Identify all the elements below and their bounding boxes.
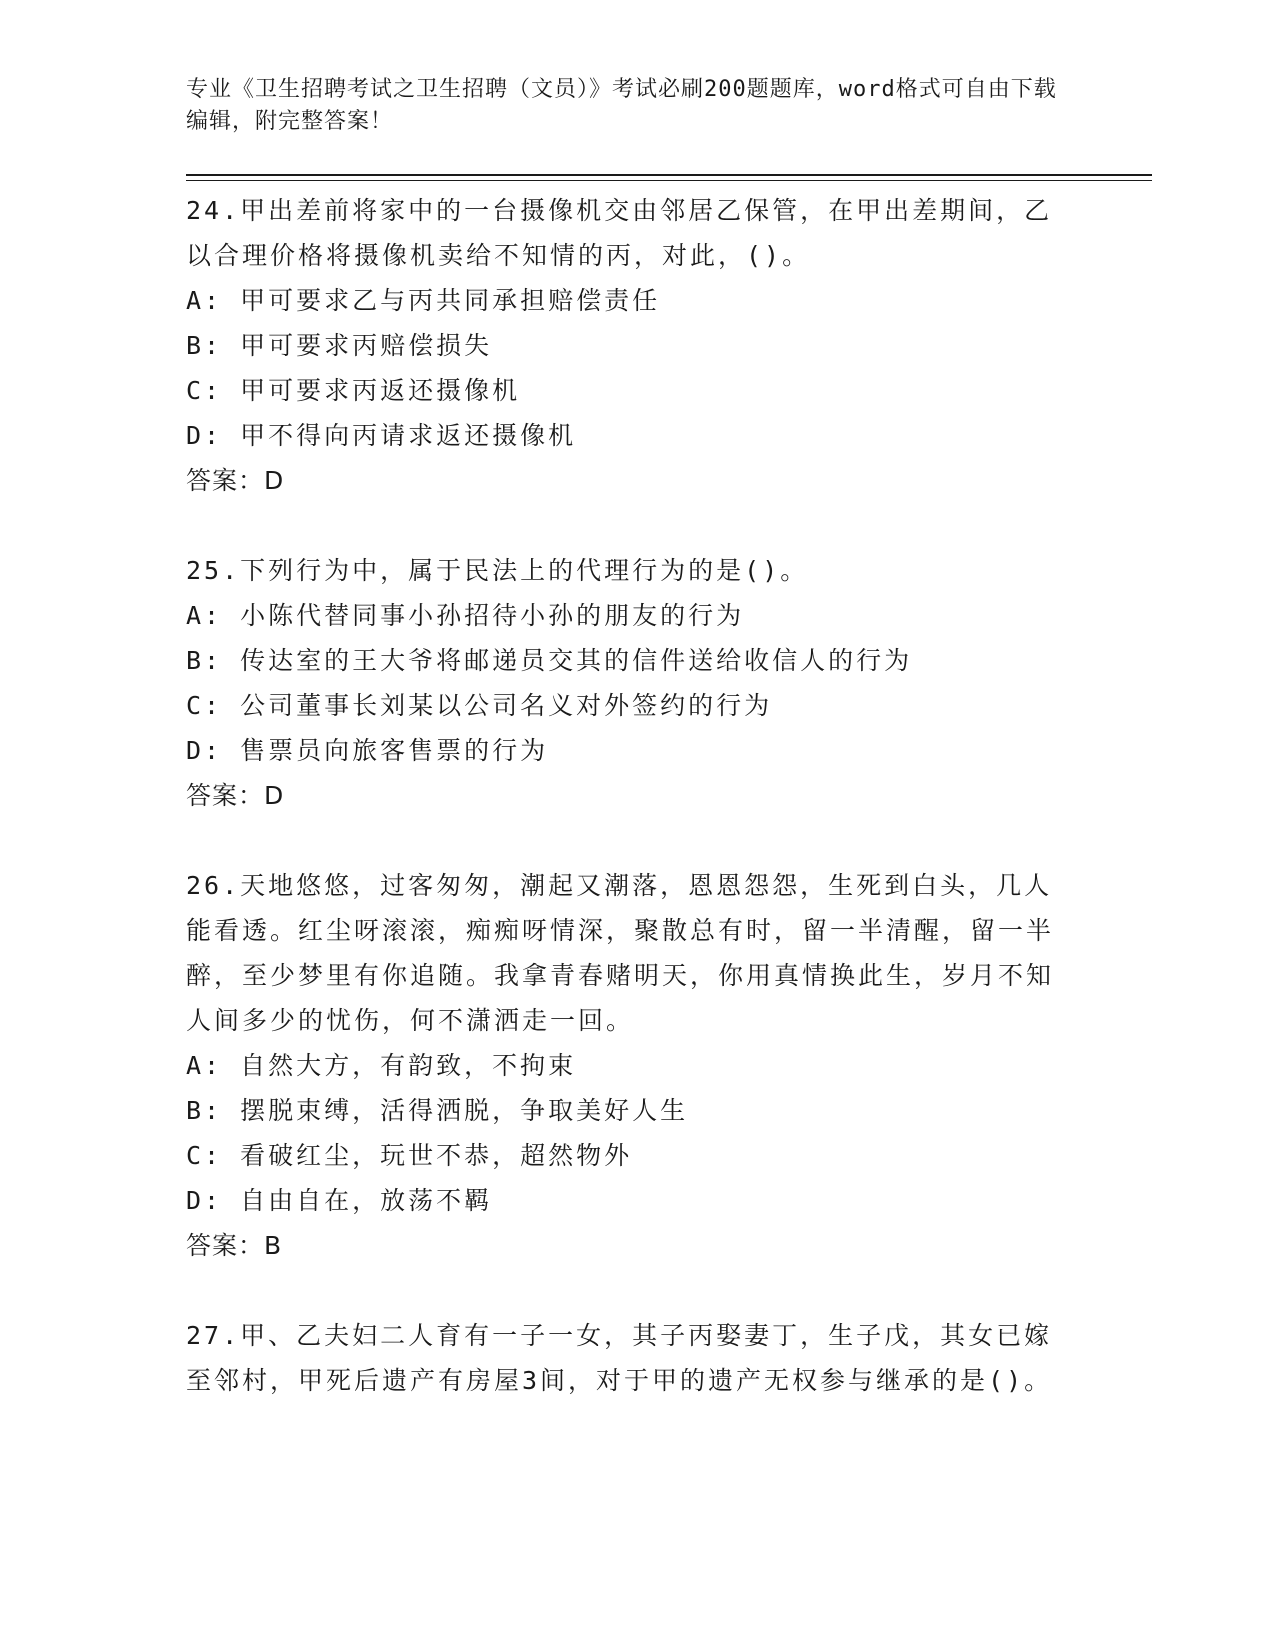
question-list [186, 188, 1066, 1403]
header-divider-thick [186, 174, 1152, 176]
answer-line: 答案：D [186, 466, 285, 495]
option-a: A: 小陈代替同事小孙招待小孙的朋友的行为 [186, 601, 745, 630]
document-header-title: 专业《卫生招聘考试之卫生招聘（文员）》考试必刷200题题库，word格式可自由下载编辑，附完整答案！ [186, 77, 1057, 134]
option-d: D: 自由自在，放荡不羁 [186, 1186, 493, 1215]
question-stem: 26.天地悠悠，过客匆匆，潮起又潮落，恩恩怨怨，生死到白头，几人能看透。红尘呀滚滚，痴痴呀情深，聚散总有时，留一半清醒，留一半醉，至少梦里有你追随。我拿青春赌明天，你用真情换此生，岁月不知人间多少的忧伤，何不潇洒走一回。 [186, 871, 1055, 1035]
option-c: C: 公司董事长刘某以公司名义对外签约的行为 [186, 691, 773, 720]
question-stem: 25.下列行为中，属于民法上的代理行为的是()。 [186, 556, 809, 585]
question-27 [186, 1313, 1066, 1403]
question-26 [186, 863, 1066, 1268]
question-spacer [186, 1268, 1066, 1313]
answer-line: 答案：B [186, 1231, 283, 1260]
header-divider-thin [186, 180, 1152, 181]
option-b: B: 摆脱束缚，活得洒脱，争取美好人生 [186, 1096, 689, 1125]
question-spacer [186, 503, 1066, 548]
answer-line: 答案：D [186, 781, 285, 810]
option-b: B: 传达室的王大爷将邮递员交其的信件送给收信人的行为 [186, 646, 913, 675]
question-stem: 27.甲、乙夫妇二人育有一子一女，其子丙娶妻丁，生子戊，其女已嫁至邻村，甲死后遗产有房屋3间，对于甲的遗产无权参与继承的是()。 [186, 1321, 1053, 1395]
option-b: B: 甲可要求丙赔偿损失 [186, 331, 493, 360]
option-a: A: 甲可要求乙与丙共同承担赔偿责任 [186, 286, 661, 315]
question-24 [186, 188, 1066, 503]
question-25 [186, 548, 1066, 818]
option-a: A: 自然大方，有韵致，不拘束 [186, 1051, 577, 1080]
question-stem: 24.甲出差前将家中的一台摄像机交由邻居乙保管，在甲出差期间，乙以合理价格将摄像机卖给不知情的丙，对此，()。 [186, 196, 1053, 270]
option-d: D: 甲不得向丙请求返还摄像机 [186, 421, 577, 450]
option-d: D: 售票员向旅客售票的行为 [186, 736, 549, 765]
option-c: C: 看破红尘，玩世不恭，超然物外 [186, 1141, 633, 1170]
question-spacer [186, 818, 1066, 863]
option-c: C: 甲可要求丙返还摄像机 [186, 376, 521, 405]
